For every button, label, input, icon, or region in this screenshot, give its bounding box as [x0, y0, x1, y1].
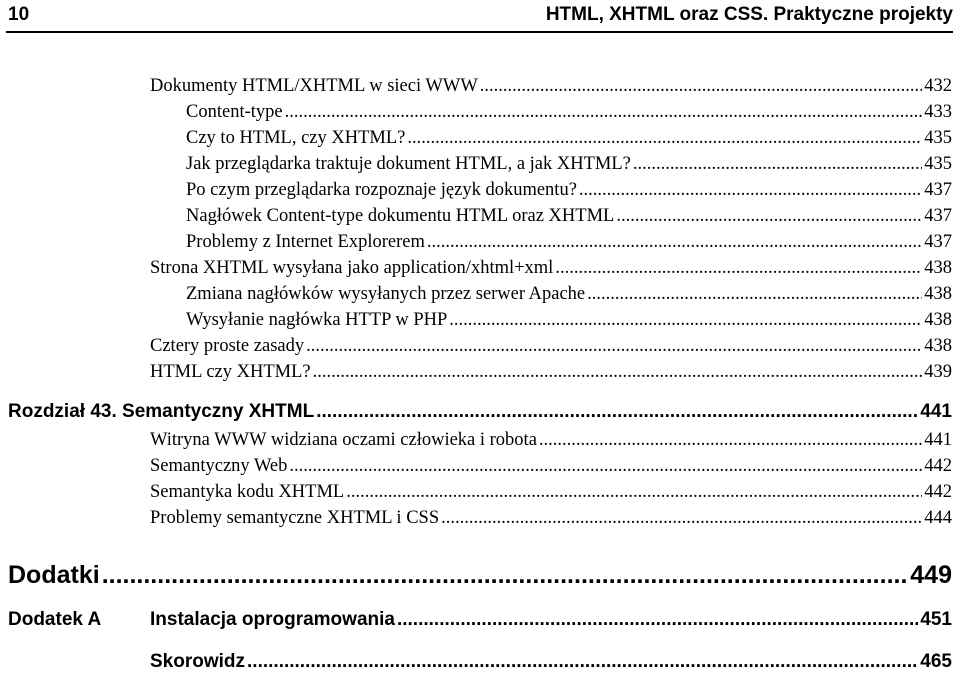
toc-chapter	[8, 401, 952, 429]
running-title: HTML, XHTML oraz CSS. Praktyczne projekty	[545, 4, 953, 25]
toc-entry	[186, 180, 952, 206]
toc-leader-dots	[555, 258, 922, 279]
toc-entry-page: 432	[924, 76, 952, 96]
toc-entry	[150, 430, 952, 456]
toc-entry-label: Czy to HTML, czy XHTML?	[186, 128, 406, 148]
toc-entry-page: 441	[924, 430, 952, 450]
toc-entry	[150, 456, 952, 482]
toc-entry-page: 437	[924, 206, 952, 226]
toc-leader-dots	[579, 180, 922, 201]
toc-leader-dots	[539, 430, 922, 451]
toc-entry	[186, 310, 952, 336]
toc-leader-dots	[316, 401, 918, 423]
toc-index-page: 465	[920, 651, 952, 672]
toc-entry-label: Content-type	[186, 102, 283, 122]
toc-index	[150, 651, 952, 679]
toc-entry-page: 438	[924, 284, 952, 304]
toc-chapter-label: Rozdział 43. Semantyczny XHTML	[8, 401, 315, 422]
toc-leader-dots	[102, 561, 909, 590]
toc-leader-dots	[427, 232, 922, 253]
toc-leader-dots	[285, 102, 923, 123]
toc-index-label: Skorowidz	[150, 651, 246, 672]
toc-entry-page: 433	[924, 102, 952, 122]
toc-entry	[186, 102, 952, 128]
toc-part-label: Dodatki	[8, 561, 100, 589]
toc-entry	[186, 232, 952, 258]
toc-entry-label: Nagłówek Content-type dokumentu HTML oraz XHTML	[186, 206, 615, 226]
toc-part-page: 449	[910, 561, 952, 589]
toc-entry-label: Wysyłanie nagłówka HTTP w PHP	[186, 310, 448, 330]
toc-entry-label: Strona XHTML wysyłana jako application/xhtml+xml	[150, 258, 554, 278]
toc-entry-page: 442	[924, 456, 952, 476]
toc-leader-dots	[449, 310, 922, 331]
toc-leader-dots	[480, 76, 922, 97]
toc-entry-label: Cztery proste zasady	[150, 336, 305, 356]
toc-leader-dots	[397, 609, 918, 631]
toc-leader-dots	[247, 651, 918, 673]
toc-leader-dots	[587, 284, 922, 305]
appendix-prefix: Dodatek A	[8, 609, 102, 630]
toc-leader-dots	[306, 336, 922, 357]
toc-entry-label: Dokumenty HTML/XHTML w sieci WWW	[150, 76, 478, 96]
toc-entry-page: 437	[924, 180, 952, 200]
toc-entry	[150, 482, 952, 508]
toc-entry	[186, 284, 952, 310]
toc-entry-label: Witryna WWW widziana oczami człowieka i robota	[150, 430, 537, 450]
toc-entry-label: Po czym przeglądarka rozpoznaje język dokumentu?	[186, 180, 577, 200]
toc-appendix	[150, 609, 952, 637]
toc-entry-label: Problemy z Internet Explorerem	[186, 232, 425, 252]
toc-leader-dots	[313, 362, 923, 383]
toc-entry-label: Zmiana nagłówków wysyłanych przez serwer Apache	[186, 284, 586, 304]
page-number: 10	[8, 4, 30, 25]
toc-entry	[186, 128, 952, 154]
toc-entry	[150, 258, 952, 284]
toc-entry-page: 437	[924, 232, 952, 252]
toc-entry-page: 435	[924, 154, 952, 174]
toc-entry-page: 438	[924, 336, 952, 356]
toc-entry-label: Semantyczny Web	[150, 456, 288, 476]
toc-part	[8, 561, 952, 595]
toc-entry-page: 444	[924, 508, 952, 528]
toc-entry-page: 439	[924, 362, 952, 382]
toc-appendix-page: 451	[920, 609, 952, 630]
toc-entry	[186, 206, 952, 232]
toc-entry-page: 442	[924, 482, 952, 502]
toc-leader-dots	[346, 482, 922, 503]
toc-entry	[150, 508, 952, 534]
toc-entry-label: HTML czy XHTML?	[150, 362, 311, 382]
toc-entry-page: 435	[924, 128, 952, 148]
toc-chapter-page: 441	[920, 401, 952, 422]
toc-entry-page: 438	[924, 310, 952, 330]
toc-entry	[150, 76, 952, 102]
toc-entry-label: Jak przeglądarka traktuje dokument HTML, a jak XHTML?	[186, 154, 631, 174]
page-header	[6, 0, 953, 33]
toc-leader-dots	[289, 456, 922, 477]
toc-entry-page: 438	[924, 258, 952, 278]
toc-entry	[150, 362, 952, 388]
toc-entry	[150, 336, 952, 362]
toc-leader-dots	[616, 206, 922, 227]
toc-entry-label: Semantyka kodu XHTML	[150, 482, 345, 502]
toc-leader-dots	[441, 508, 922, 529]
toc-leader-dots	[633, 154, 922, 175]
toc-entry	[186, 154, 952, 180]
toc-appendix-label: Instalacja oprogramowania	[150, 609, 395, 630]
toc-entry-label: Problemy semantyczne XHTML i CSS	[150, 508, 440, 528]
toc-leader-dots	[407, 128, 922, 149]
